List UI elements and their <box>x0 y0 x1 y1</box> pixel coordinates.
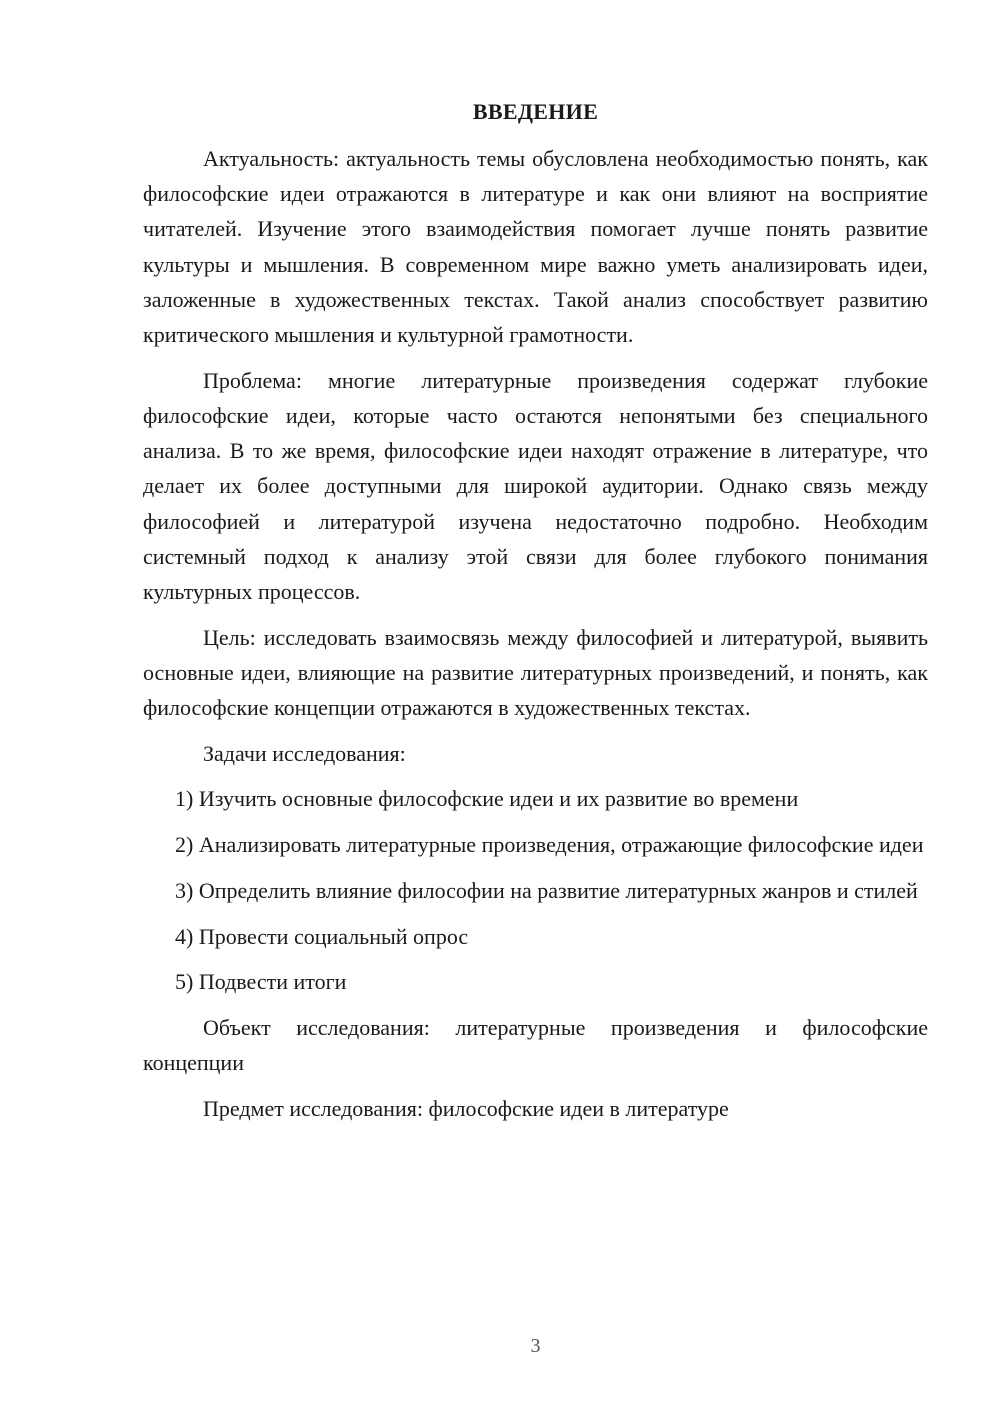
paragraph-object: Объект исследования: литературные произведения и философские концепции <box>143 1014 928 1076</box>
paragraph-relevance: Актуальность: актуальность темы обусловлена необходимостью понять, как философские идеи отражаются в литературе и как они влияют на восприятие читателей. Изучение этого взаимодействия помогает лучше понять развитие культуры и мышления. В современном мире важно уметь анализировать идеи, заложенные в художественных текстах. Такой анализ способствует развитию критического мышления и культурной грамотности. <box>143 146 928 348</box>
document-body <box>143 141 928 1137</box>
paragraph-subject: Предмет исследования: философские идеи в литературе <box>203 1095 729 1121</box>
paragraph-problem: Проблема: многие литературные произведения содержат глубокие философские идеи, которые часто остаются непонятыми без специального анализа. В то же время, философские идеи находят отражение в литературе, что делает их более доступными для широкой аудитории. Однако связь между философией и литературой изучена недостаточно подробно. Необходим системный подход к анализу этой связи для более глубокого понимания культурных процессов. <box>143 367 928 604</box>
task-item-1: 1) Изучить основные философские идеи и их развитие во времени <box>175 786 799 812</box>
document-page <box>143 0 928 1414</box>
tasks-heading: Задачи исследования: <box>203 740 406 766</box>
task-item-4: 4) Провести социальный опрос <box>175 923 469 949</box>
task-item-2: 2) Анализировать литературные произведения, отражающие философские идеи <box>175 832 924 858</box>
task-item-5: 5) Подвести итоги <box>175 969 347 995</box>
page-title: ВВЕДЕНИЕ <box>472 99 599 124</box>
task-item-3: 3) Определить влияние философии на развитие литературных жанров и стилей <box>175 877 918 903</box>
page-number: 3 <box>530 1335 541 1357</box>
paragraph-goal: Цель: исследовать взаимосвязь между философией и литературой, выявить основные идеи, влияющие на развитие литературных произведений, и понять, как философские концепции отражаются в художественных текстах. <box>143 624 928 721</box>
